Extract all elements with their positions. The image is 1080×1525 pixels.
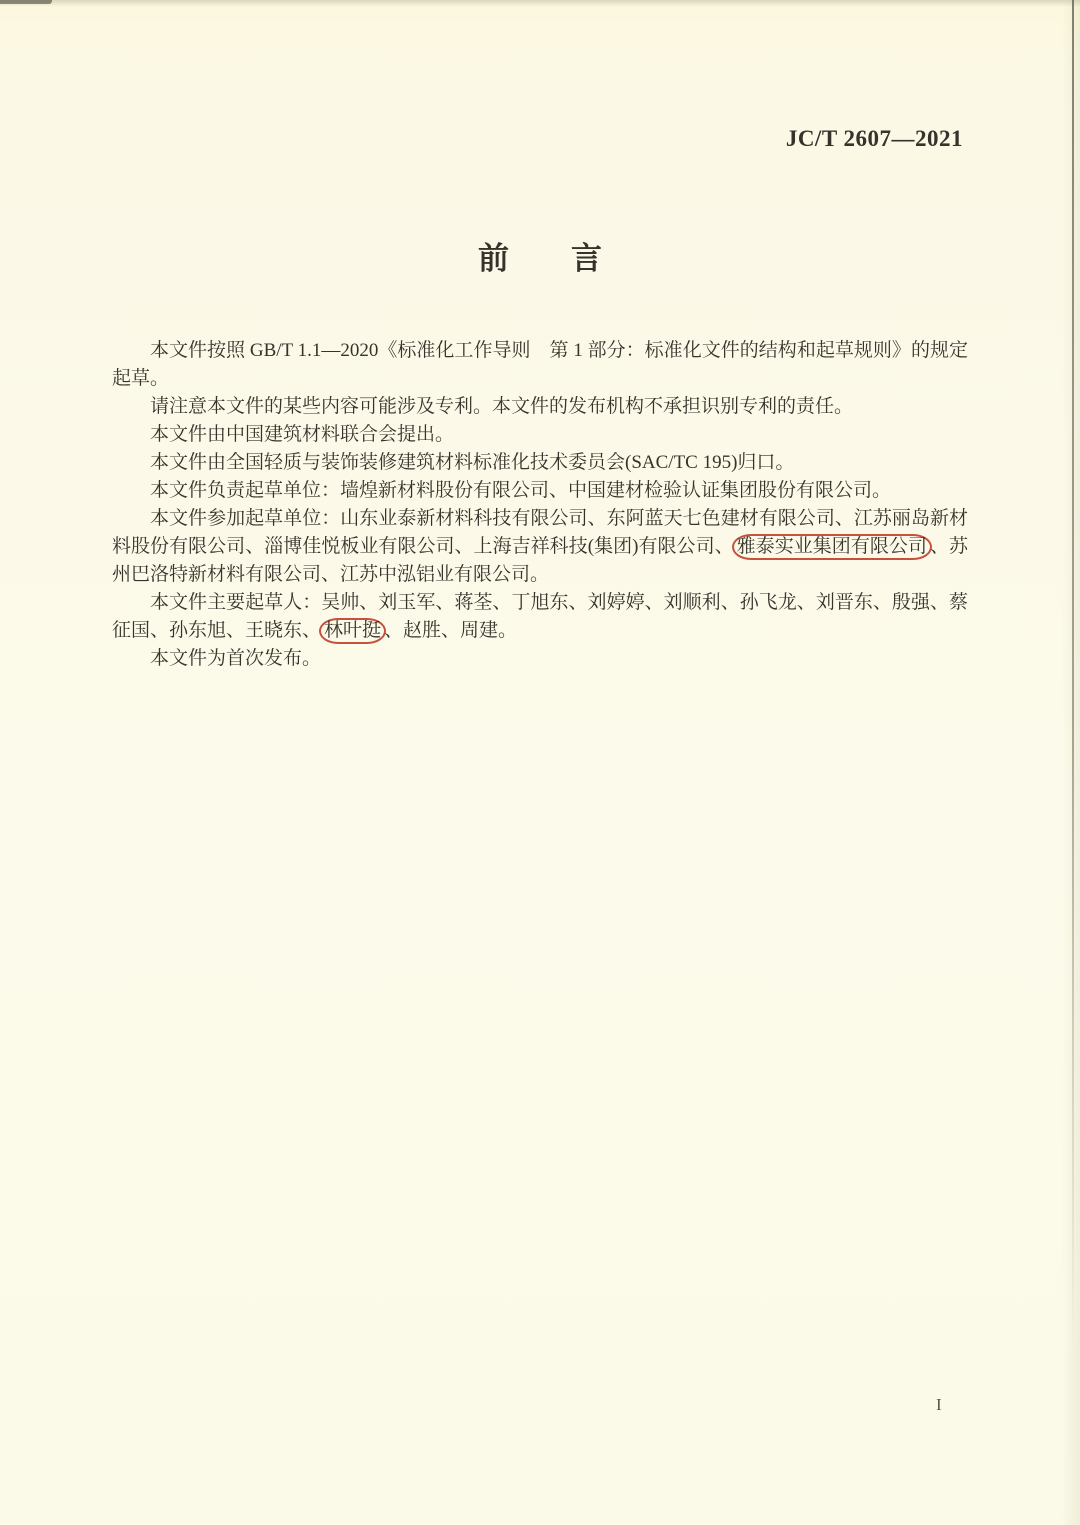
text-segment: 本文件参加起草单位：山东业泰新材料科技有限公司、东阿蓝天七色建材有限公司、江苏丽岛新材料股份有限公司、淄博佳悦板业有限公司、上海吉祥科技(集团)有限公司、 bbox=[112, 508, 968, 557]
text-segment: 、赵胜、周建。 bbox=[384, 620, 518, 641]
page-title: 前 言 bbox=[478, 241, 602, 276]
text-segment: 本文件负责起草单位：墙煌新材料股份有限公司、中国建材检验认证集团股份有限公司。 bbox=[150, 480, 892, 501]
text-segment: 本文件为首次发布。 bbox=[150, 648, 322, 669]
doc-code: JC/T 2607—2021 bbox=[785, 126, 963, 151]
page-number: I bbox=[936, 1395, 942, 1414]
paragraph bbox=[112, 337, 968, 393]
scan-edge-shade bbox=[1062, 0, 1080, 1525]
paragraph bbox=[112, 421, 968, 449]
scan-corner-mark bbox=[0, 0, 52, 4]
paragraph bbox=[112, 589, 968, 645]
scan-top-edge bbox=[0, 0, 1080, 7]
paragraph bbox=[112, 393, 968, 421]
text-segment: 请注意本文件的某些内容可能涉及专利。本文件的发布机构不承担识别专利的责任。 bbox=[150, 396, 854, 417]
text-segment: 本文件按照 GB/T 1.1—2020《标准化工作导则 第 1 部分：标准化文件的结构和起草规则》的规定起草。 bbox=[112, 340, 968, 389]
red-circle-annotation: 雅泰实业集团有限公司 bbox=[732, 534, 932, 560]
text-segment: 本文件由全国轻质与装饰装修建筑材料标准化技术委员会(SAC/TC 195)归口。 bbox=[150, 452, 795, 473]
text-segment: 、苏州巴洛特新材料有限公司、江苏中泓铝业有限公司。 bbox=[112, 536, 968, 585]
paragraph bbox=[112, 505, 968, 589]
paragraph bbox=[112, 477, 968, 505]
foreword-body bbox=[112, 337, 968, 673]
text-segment: 本文件主要起草人：吴帅、刘玉军、蒋荃、丁旭东、刘婷婷、刘顺利、孙飞龙、刘晋东、殷强、蔡征国、孙东旭、王晓东、 bbox=[112, 592, 968, 641]
text-segment: 本文件由中国建筑材料联合会提出。 bbox=[150, 424, 455, 445]
paragraph bbox=[112, 645, 968, 673]
red-circle-annotation: 林叶挺 bbox=[319, 618, 386, 644]
paragraph bbox=[112, 449, 968, 477]
